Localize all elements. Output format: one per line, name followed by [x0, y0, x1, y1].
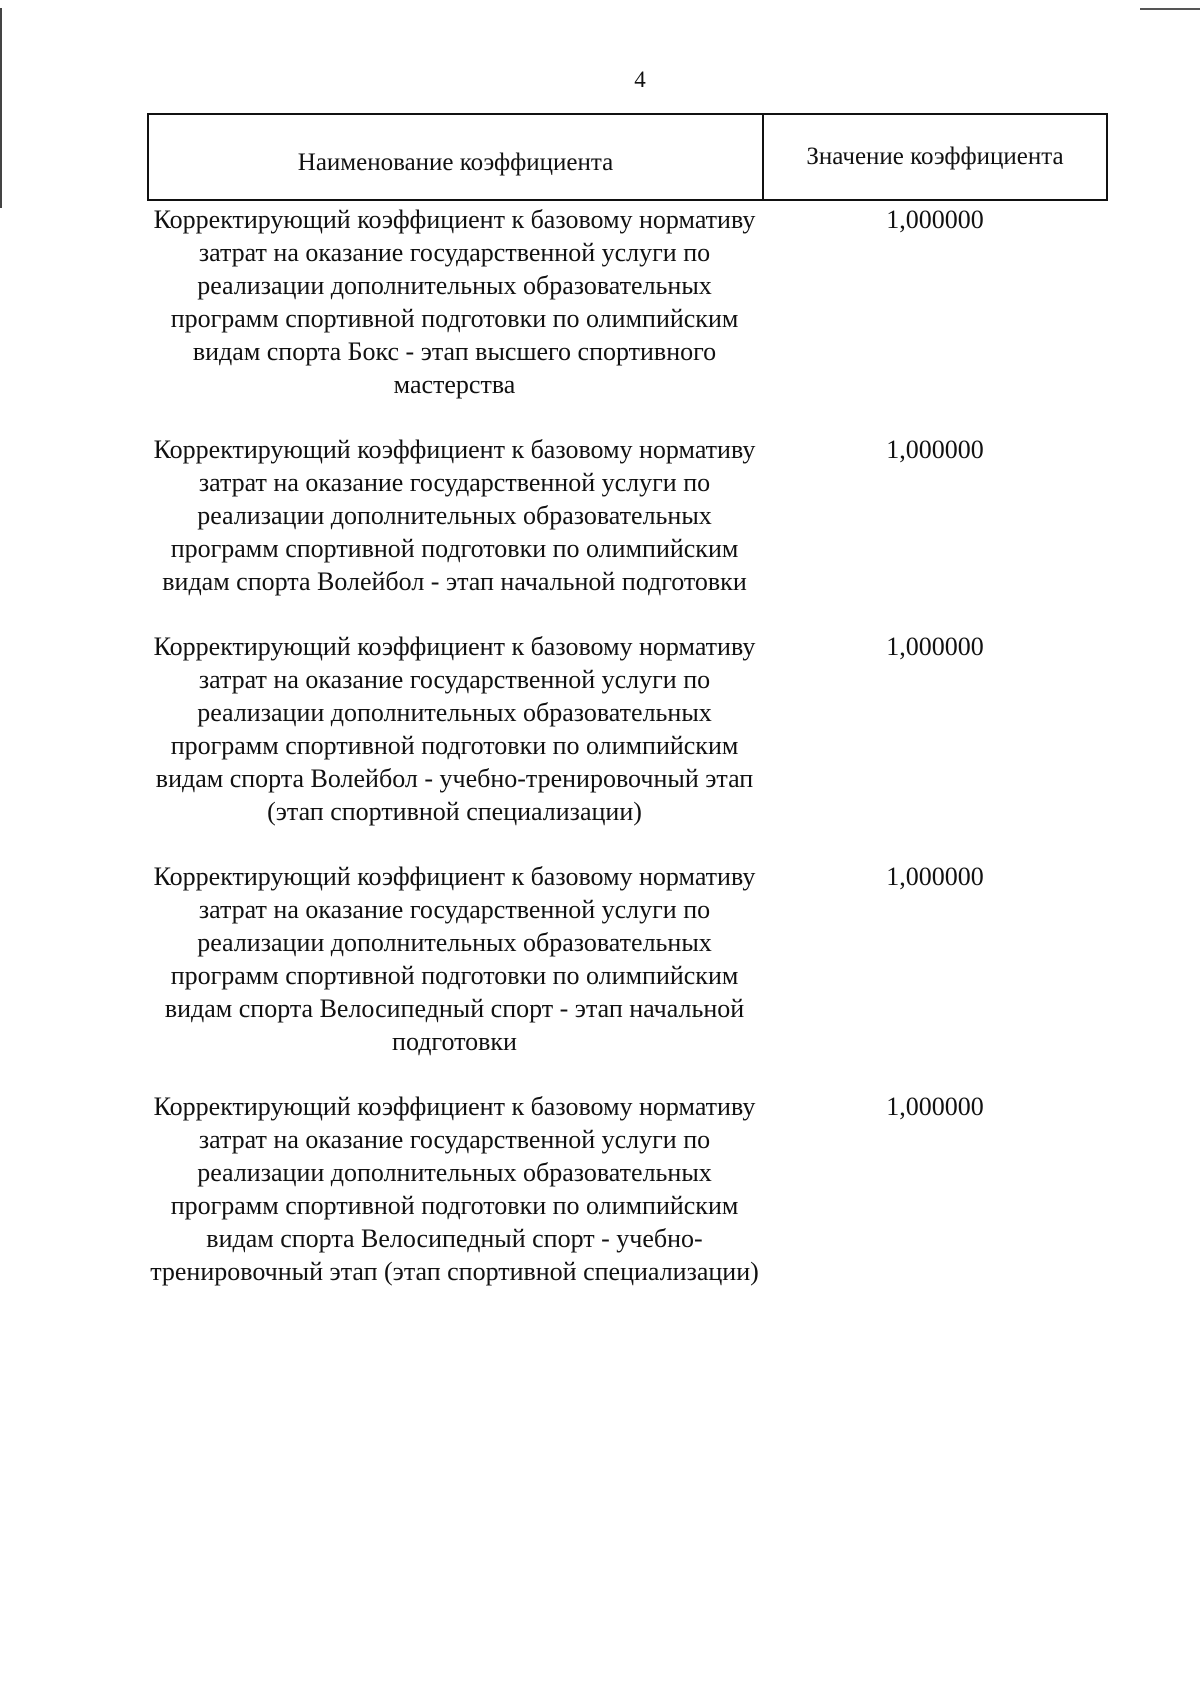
coefficient-name: Корректирующий коэффициент к базовому нормативу затрат на оказание государственной услуги по реализации дополнительных образовательных программ спортивной подготовки по олимпийским видам спорта Волейбол - учебно-тренировочный этап (этап спортивной специализации) [153, 632, 756, 826]
table-row [147, 1090, 1108, 1288]
coefficient-value: 1,000000 [886, 632, 984, 661]
table-header [147, 113, 1108, 201]
coefficient-name: Корректирующий коэффициент к базовому нормативу затрат на оказание государственной услуги по реализации дополнительных образовательных программ спортивной подготовки по олимпийским видам спорта Велосипедный спорт - этап начальной подготовки [153, 862, 756, 1056]
coefficient-name: Корректирующий коэффициент к базовому нормативу затрат на оказание государственной услуги по реализации дополнительных образовательных программ спортивной подготовки по олимпийским видам спорта Велосипедный спорт - учебно-тренировочный этап (этап спортивной специализации) [150, 1092, 759, 1286]
page-number: 4 [634, 67, 646, 92]
table-body [147, 203, 1108, 1320]
table-row [147, 630, 1108, 828]
scan-corner-mark [1140, 8, 1200, 10]
coefficient-value: 1,000000 [886, 862, 984, 891]
header-coefficient-value: Значение коэффициента [806, 143, 1064, 170]
coefficient-name: Корректирующий коэффициент к базовому нормативу затрат на оказание государственной услуги по реализации дополнительных образовательных программ спортивной подготовки по олимпийским видам спорта Волейбол - этап начальной подготовки [153, 435, 756, 596]
table-row [147, 433, 1108, 598]
coefficient-value: 1,000000 [886, 435, 984, 464]
coefficient-value: 1,000000 [886, 205, 984, 234]
coefficient-name: Корректирующий коэффициент к базовому нормативу затрат на оказание государственной услуги по реализации дополнительных образовательных программ спортивной подготовки по олимпийским видам спорта Бокс - этап высшего спортивного мастерства [153, 205, 756, 399]
table-row [147, 203, 1108, 401]
header-coefficient-name: Наименование коэффициента [149, 115, 764, 199]
coefficient-value: 1,000000 [886, 1092, 984, 1121]
scan-margin-line [0, 8, 2, 208]
table-row [147, 860, 1108, 1058]
